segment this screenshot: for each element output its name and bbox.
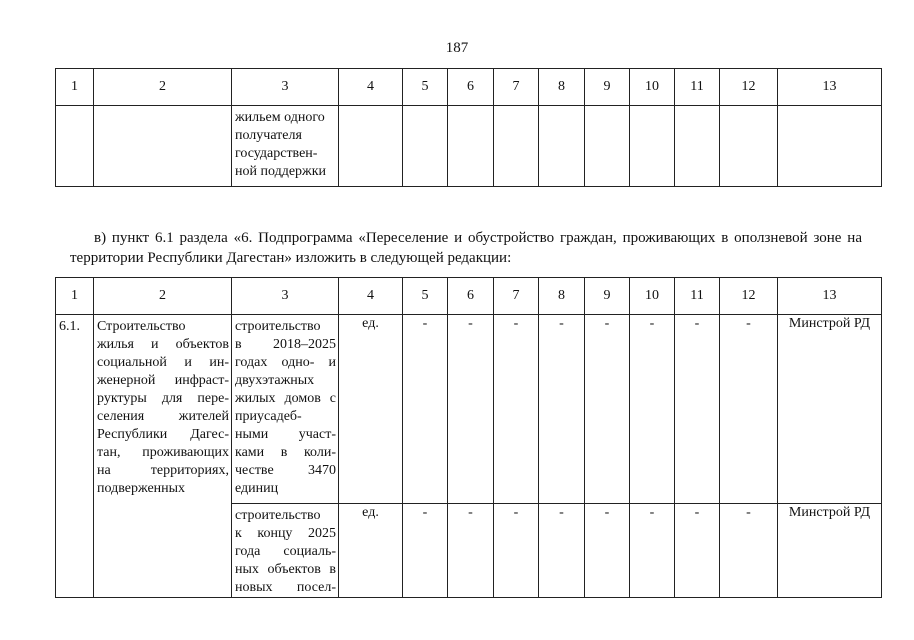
column-number: 3 [232, 69, 339, 106]
item-name-line: на территориях, [97, 463, 229, 478]
item-name-line: женерной инфраст- [97, 373, 229, 388]
column-number: 2 [94, 69, 232, 106]
column-number: 5 [403, 278, 448, 315]
column-number: 7 [494, 278, 539, 315]
executor-cell: Минстрой РД [778, 504, 882, 598]
table-row [56, 106, 882, 187]
indicator-line: годах одно- и [235, 355, 336, 370]
page-number: 187 [445, 40, 469, 56]
value-cell: - [448, 315, 494, 504]
cell-empty [675, 106, 720, 187]
indicator-cell [232, 504, 339, 598]
indicator-line: ными участ- [235, 427, 336, 442]
value-cell: - [585, 315, 630, 504]
value-cell: - [720, 315, 778, 504]
item-name-line: подверженных [97, 481, 186, 496]
indicator-line: новых посел- [235, 580, 336, 595]
item-name-cell [94, 315, 232, 598]
column-number: 11 [675, 69, 720, 106]
column-number: 12 [720, 278, 778, 315]
description-line: ной поддержки [235, 164, 326, 179]
column-header-row [56, 69, 882, 106]
column-number: 8 [539, 278, 585, 315]
column-number: 10 [630, 69, 675, 106]
unit-cell: ед. [339, 504, 403, 598]
cell-empty [585, 106, 630, 187]
cell-empty [720, 106, 778, 187]
cell-empty [403, 106, 448, 187]
item-number: 6.1. [59, 319, 80, 334]
column-number: 10 [630, 278, 675, 315]
description-line: государствен- [235, 146, 318, 161]
column-number: 8 [539, 69, 585, 106]
item-name-line: жилья и объектов [97, 337, 229, 352]
value-cell: - [403, 315, 448, 504]
indicator-line: единиц [235, 481, 279, 496]
item-number-cell [56, 315, 94, 598]
value-cell: - [630, 504, 675, 598]
column-number: 7 [494, 69, 539, 106]
cell-empty [94, 106, 232, 187]
table-row [56, 315, 882, 504]
column-number: 6 [448, 278, 494, 315]
column-header-row [56, 278, 882, 315]
column-number: 3 [232, 278, 339, 315]
value-cell: - [448, 504, 494, 598]
column-number: 12 [720, 69, 778, 106]
column-number: 2 [94, 278, 232, 315]
cell-empty [339, 106, 403, 187]
indicator-line: в 2018–2025 [235, 337, 336, 352]
indicator-line: ками в коли- [235, 445, 336, 460]
indicator-line: двухэтажных [235, 373, 315, 388]
column-number: 1 [56, 69, 94, 106]
item-name-line: Строительство [97, 319, 186, 334]
item-name-line: руктуры для пере- [97, 391, 229, 406]
cell-empty [448, 106, 494, 187]
column-number: 13 [778, 278, 882, 315]
column-number: 13 [778, 69, 882, 106]
description-line: получателя [235, 128, 302, 143]
column-number: 5 [403, 69, 448, 106]
column-number: 11 [675, 278, 720, 315]
column-number: 9 [585, 69, 630, 106]
value-cell: - [585, 504, 630, 598]
value-cell: - [494, 504, 539, 598]
continuation-table [55, 68, 882, 187]
item-name-line: селения жителей [97, 409, 229, 424]
value-cell: - [675, 315, 720, 504]
indicator-line: ных объектов в [235, 562, 336, 577]
cell-empty [494, 106, 539, 187]
indicator-cell [232, 315, 339, 504]
cell-empty [778, 106, 882, 187]
indicator-line: честве 3470 [235, 463, 336, 478]
indicator-line: строительство [235, 508, 321, 523]
cell-empty [630, 106, 675, 187]
amendment-paragraph [70, 228, 862, 268]
description-line: жильем одного [235, 110, 325, 125]
executor-cell: Минстрой РД [778, 315, 882, 504]
column-number: 1 [56, 278, 94, 315]
column-number: 4 [339, 69, 403, 106]
indicator-line: строительство [235, 319, 321, 334]
column-number: 6 [448, 69, 494, 106]
item-name-line: тан, проживающих [97, 445, 229, 460]
value-cell: - [630, 315, 675, 504]
item-name-line: социальной и ин- [97, 355, 229, 370]
value-cell: - [675, 504, 720, 598]
program-table [55, 277, 882, 598]
value-cell: - [494, 315, 539, 504]
cell-empty [539, 106, 585, 187]
unit-cell: ед. [339, 315, 403, 504]
cell-empty [56, 106, 94, 187]
value-cell: - [720, 504, 778, 598]
indicator-line: жилых домов с [235, 391, 336, 406]
paragraph-line: территории Республики Дагестан» изложить в следующей редакции: [70, 250, 512, 266]
indicator-line: года социаль- [235, 544, 336, 559]
value-cell: - [539, 504, 585, 598]
value-cell: - [539, 315, 585, 504]
column-number: 4 [339, 278, 403, 315]
value-cell: - [403, 504, 448, 598]
column-number: 9 [585, 278, 630, 315]
paragraph-line: в) пункт 6.1 раздела «6. Подпрограмма «Переселение и обустройство граждан, проживающих в оползневой зоне на [94, 230, 862, 246]
description-cell [232, 106, 339, 187]
item-name-line: Республики Дагес- [97, 427, 229, 442]
indicator-line: к концу 2025 [235, 526, 336, 541]
indicator-line: приусадеб- [235, 409, 302, 424]
